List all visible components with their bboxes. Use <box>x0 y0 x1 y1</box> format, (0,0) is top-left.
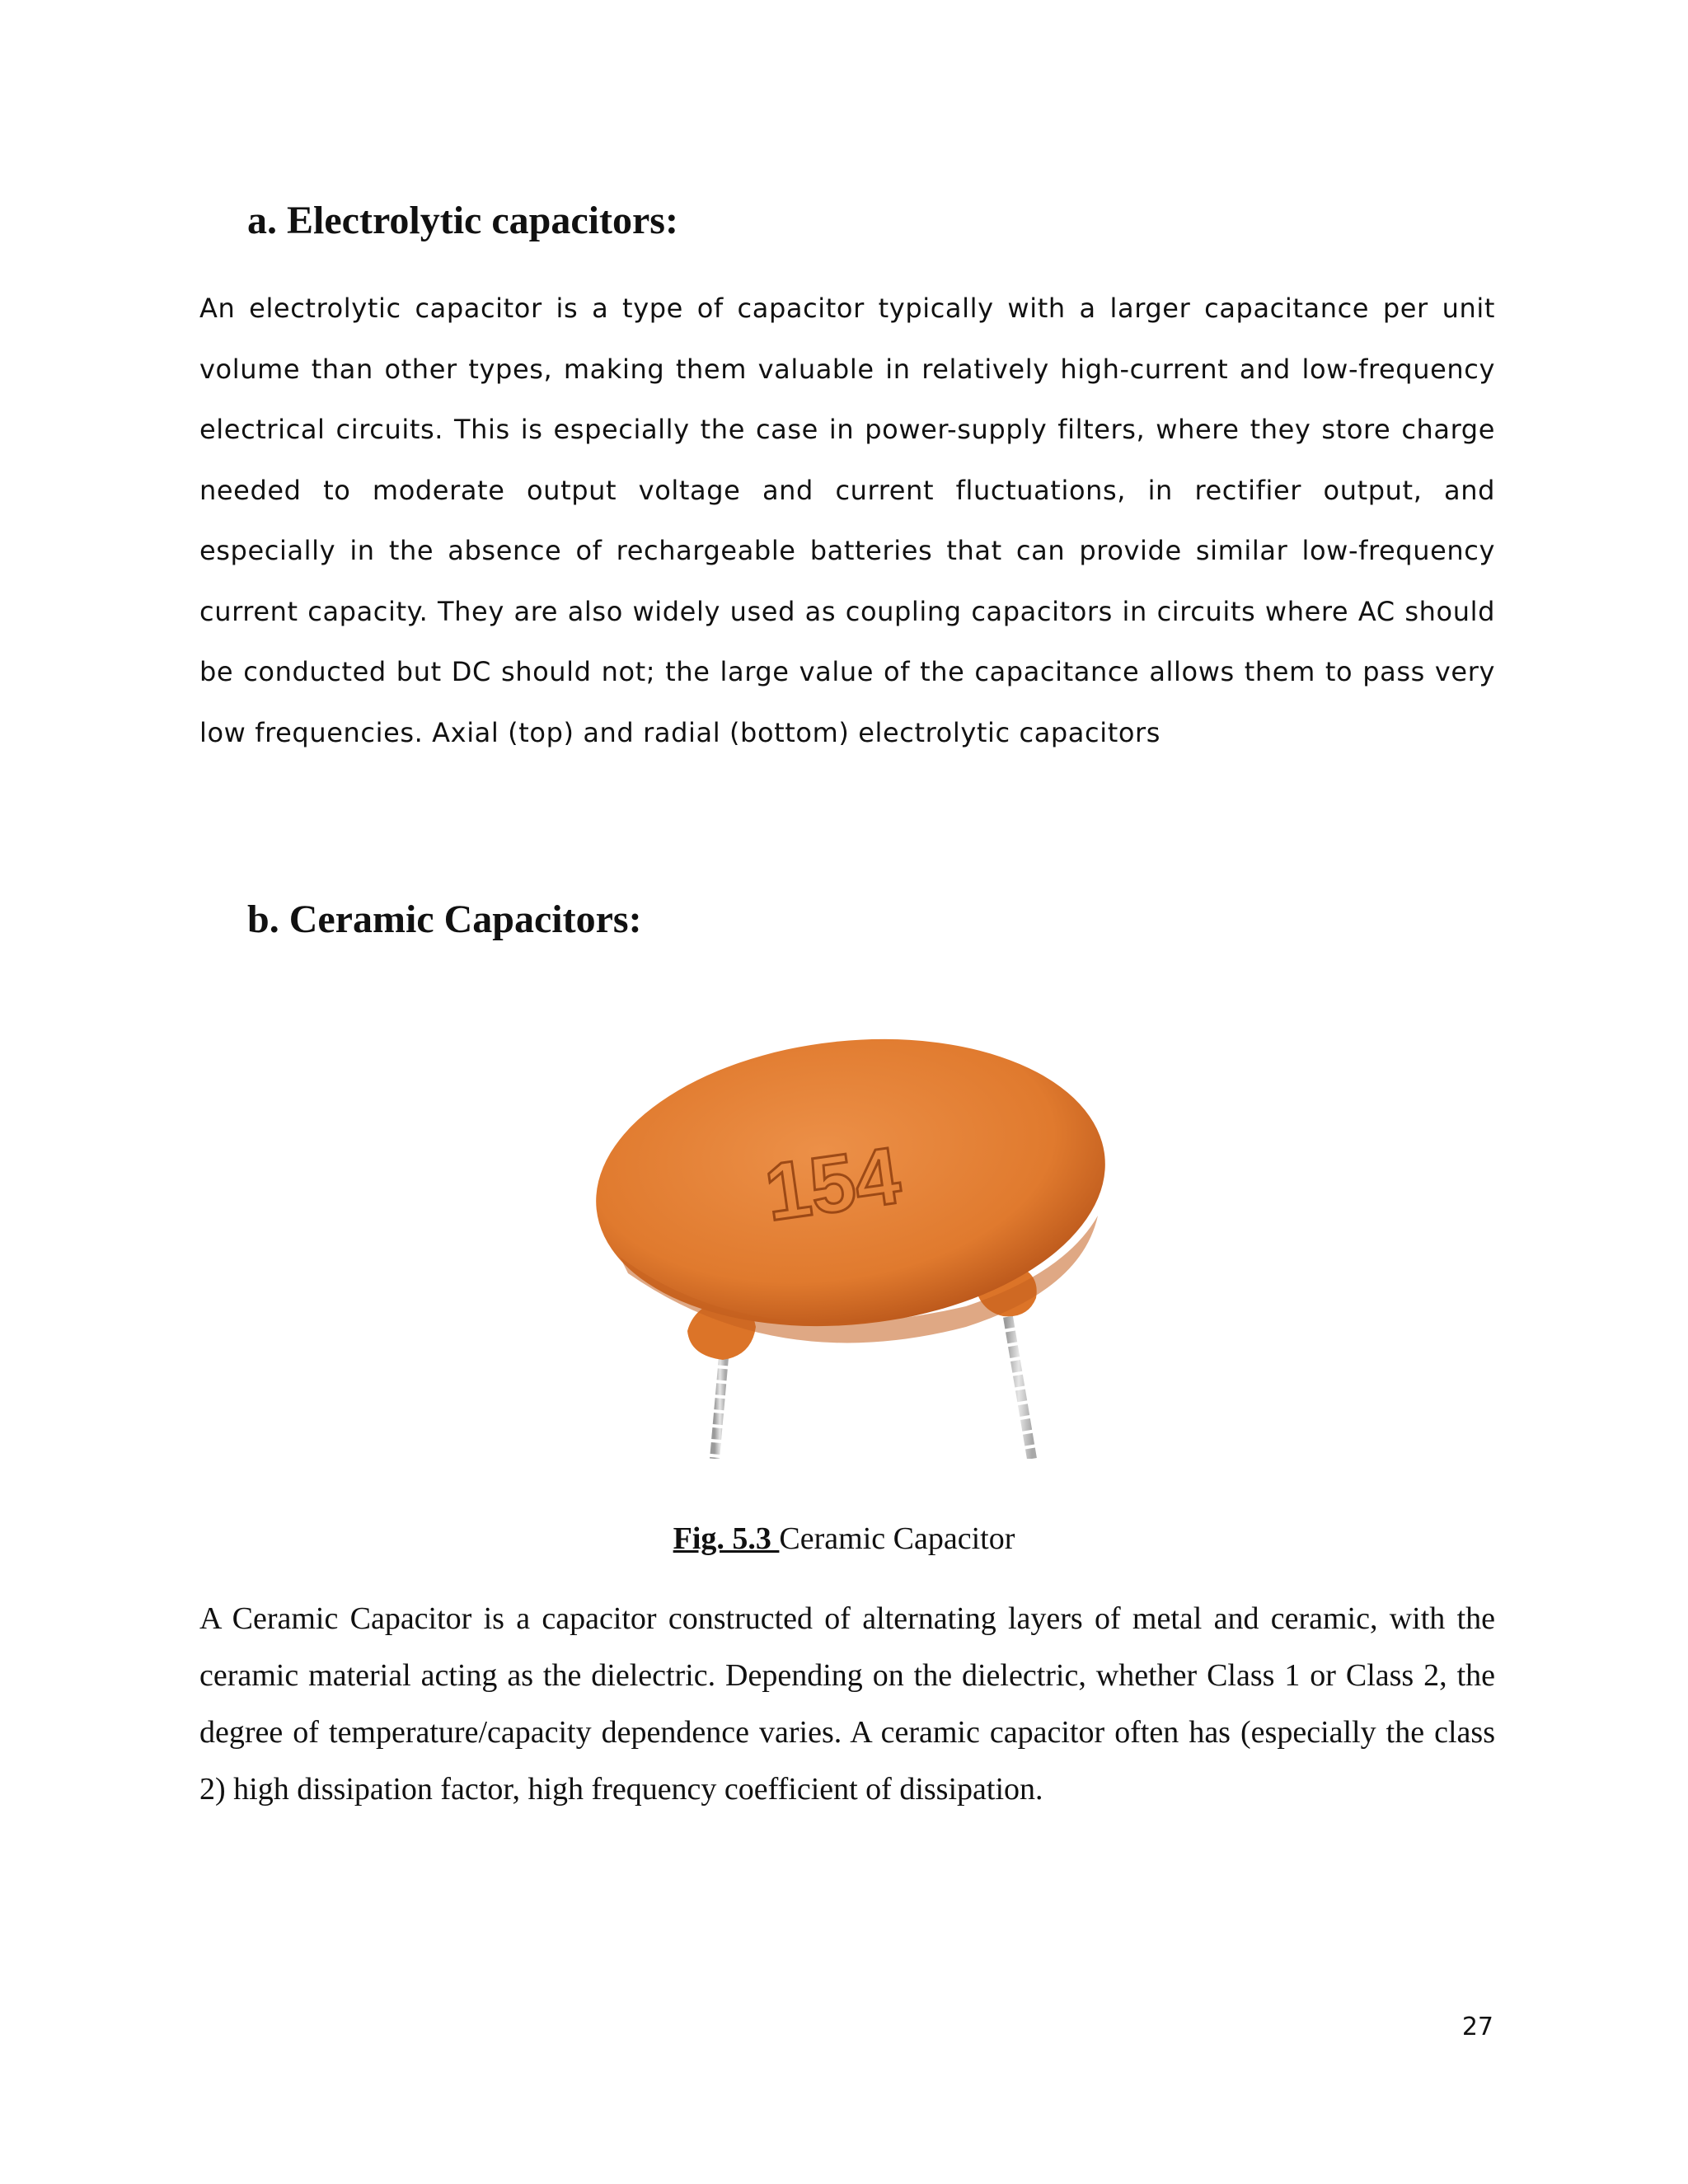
figure-caption-text: Ceramic Capacitor <box>779 1521 1015 1556</box>
figure-caption <box>0 1518 1688 1559</box>
lead-wire-right <box>1006 1302 1032 1459</box>
electrolytic-paragraph: An electrolytic capacitor is a type of capacitor typically with a larger capacitance per unit volume than other types, making them valuable in relatively high-current and low-frequency electrical circuits. This is especially the case in power-supply filters, where they store charge needed to moderate output voltage and current fluctuations, in rectifier output, and especially in the absence of rechargeable batteries that can provide similar low-frequency current capacity. They are also widely used as coupling capacitors in circuits where AC should be conducted but DC should not; the large value of the capacitance allows them to pass very low frequencies. Axial (top) and radial (bottom) electrolytic capacitors <box>199 293 1495 748</box>
figure-label: Fig. 5.3 <box>673 1521 780 1556</box>
section-heading-electrolytic: a. Electrolytic capacitors: <box>247 199 678 242</box>
page-number: 27 <box>1461 2013 1493 2041</box>
section-heading-ceramic: b. Ceramic Capacitors: <box>247 898 642 941</box>
capacitor-marking: 154 <box>759 1129 906 1238</box>
ceramic-capacitor-figure <box>504 1010 1180 1459</box>
ceramic-capacitor-image <box>504 1010 1180 1459</box>
ceramic-paragraph: A Ceramic Capacitor is a capacitor constructed of alternating layers of metal and ceramic, with the ceramic material acting as the dielectric. Depending on the dielectric, whether Class 1 or Class 2, the degree of temperature/capacity dependence varies. A ceramic capacitor often has (especially the class 2) high dissipation factor, high frequency coefficient of dissipation. <box>199 1601 1495 1807</box>
